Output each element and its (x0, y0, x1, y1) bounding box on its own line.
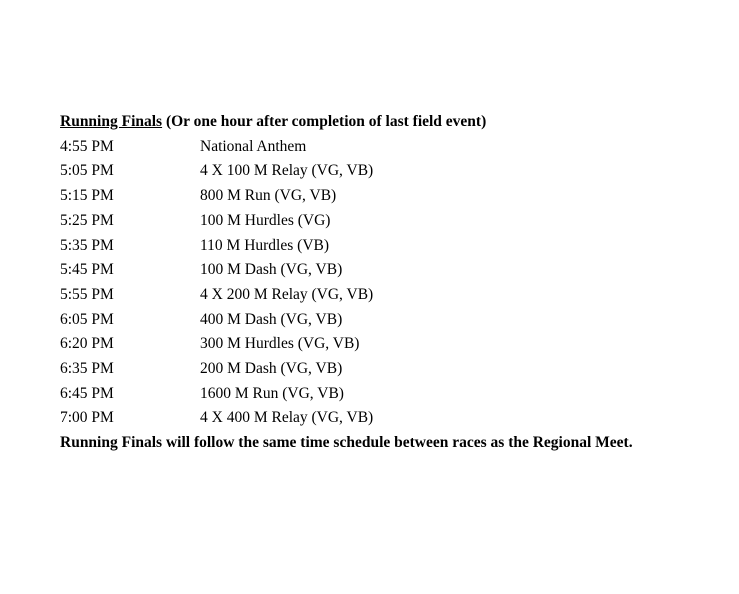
schedule-row (60, 135, 720, 160)
schedule-time: 6:20 PM (60, 335, 114, 353)
schedule-time: 5:45 PM (60, 261, 114, 279)
document-body (60, 110, 720, 456)
section-heading (60, 110, 720, 135)
schedule-row (60, 406, 720, 431)
schedule-row (60, 159, 720, 184)
schedule-time: 7:00 PM (60, 409, 114, 427)
schedule-event: 100 M Dash (VG, VB) (200, 261, 343, 279)
schedule-time: 5:25 PM (60, 211, 114, 229)
footer-note: Running Finals will follow the same time schedule between races as the Regional Meet. (60, 434, 633, 452)
schedule-time: 5:05 PM (60, 162, 114, 180)
schedule-row (60, 382, 720, 407)
schedule-row (60, 234, 720, 259)
schedule-event: 110 M Hurdles (VB) (200, 236, 330, 254)
schedule-row (60, 308, 720, 333)
schedule-event: 4 X 400 M Relay (VG, VB) (200, 409, 374, 427)
schedule-row (60, 258, 720, 283)
schedule-event: 100 M Hurdles (VG) (200, 211, 331, 229)
schedule-event: National Anthem (200, 137, 307, 155)
section-title: Running Finals (60, 113, 163, 130)
schedule-event: 1600 M Run (VG, VB) (200, 384, 344, 402)
schedule-row (60, 283, 720, 308)
schedule-time: 6:05 PM (60, 310, 114, 328)
schedule-time: 5:35 PM (60, 236, 114, 254)
schedule-event: 800 M Run (VG, VB) (200, 187, 337, 205)
schedule-row (60, 332, 720, 357)
schedule-time: 6:45 PM (60, 384, 114, 402)
schedule-row (60, 357, 720, 382)
schedule-event: 4 X 200 M Relay (VG, VB) (200, 285, 374, 303)
schedule-row (60, 184, 720, 209)
schedule-event: 400 M Dash (VG, VB) (200, 310, 343, 328)
schedule-event: 300 M Hurdles (VG, VB) (200, 335, 360, 353)
schedule-time: 5:55 PM (60, 285, 114, 303)
schedule-event: 4 X 100 M Relay (VG, VB) (200, 162, 374, 180)
schedule-row (60, 209, 720, 234)
schedule-time: 5:15 PM (60, 187, 114, 205)
schedule-event: 200 M Dash (VG, VB) (200, 360, 343, 378)
schedule-list (60, 135, 720, 431)
section-subtitle: (Or one hour after completion of last field event) (162, 113, 487, 130)
schedule-time: 6:35 PM (60, 360, 114, 378)
schedule-time: 4:55 PM (60, 137, 114, 155)
